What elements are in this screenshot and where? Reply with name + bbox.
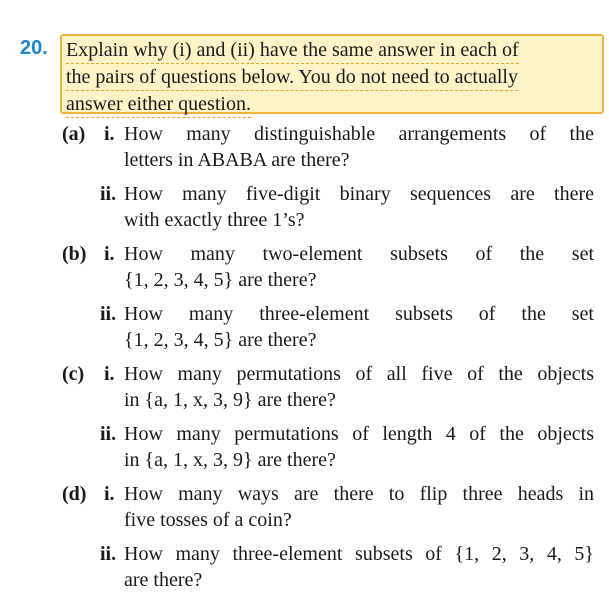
part-d-i-question [124, 481, 594, 533]
question-line: five tosses of a coin? [124, 509, 292, 531]
part-c-ii-label: ii. [100, 423, 117, 445]
prompt-line-3: answer either question. [66, 91, 251, 118]
part-b-i-label: i. [104, 243, 115, 265]
question-line: How many distinguishable arrangements of the [124, 123, 594, 145]
prompt-line-1: Explain why (i) and (ii) have the same answer in each of [66, 37, 519, 64]
question-line: How many ways are there to flip three heads in [124, 483, 594, 505]
part-d-ii-label: ii. [100, 543, 117, 565]
question-line: in {a, 1, x, 3, 9} are there? [124, 449, 336, 471]
question-line: {1, 2, 3, 4, 5} are there? [124, 269, 317, 291]
part-a-ii-question [124, 181, 594, 233]
question-line: How many three-element subsets of the set [124, 303, 594, 325]
question-line: How many two-element subsets of the set [124, 243, 594, 265]
question-line: How many three-element subsets of {1, 2, 3, 4, 5} [124, 543, 594, 565]
question-line: {1, 2, 3, 4, 5} are there? [124, 329, 317, 351]
part-d-i-label: i. [104, 483, 115, 505]
part-b-ii-label: ii. [100, 303, 117, 325]
question-line: How many permutations of all five of the objects [124, 363, 594, 385]
part-b-label: (b) [62, 243, 87, 265]
part-a-label: (a) [62, 123, 86, 145]
part-c-label: (c) [62, 363, 85, 385]
question-line: are there? [124, 569, 203, 591]
question-line: in {a, 1, x, 3, 9} are there? [124, 389, 336, 411]
part-c-i-question [124, 361, 594, 413]
part-c-ii-question [124, 421, 594, 473]
part-d-ii-question [124, 541, 594, 593]
question-line: with exactly three 1’s? [124, 209, 305, 231]
question-line: letters in ABABA are there? [124, 149, 350, 171]
part-b-i-question [124, 241, 594, 293]
highlighted-prompt[interactable] [60, 34, 604, 114]
question-line: How many five-digit binary sequences are there [124, 183, 594, 205]
part-b-ii-question [124, 301, 594, 353]
part-c-i-label: i. [104, 363, 115, 385]
part-a-i-question [124, 121, 594, 173]
part-d-label: (d) [62, 483, 87, 505]
part-a-i-label: i. [104, 123, 115, 145]
prompt-line-2: the pairs of questions below. You do not need to actually [66, 64, 518, 91]
part-a-ii-label: ii. [100, 183, 117, 205]
question-line: How many permutations of length 4 of the objects [124, 423, 594, 445]
problem-number: 20. [20, 37, 48, 59]
